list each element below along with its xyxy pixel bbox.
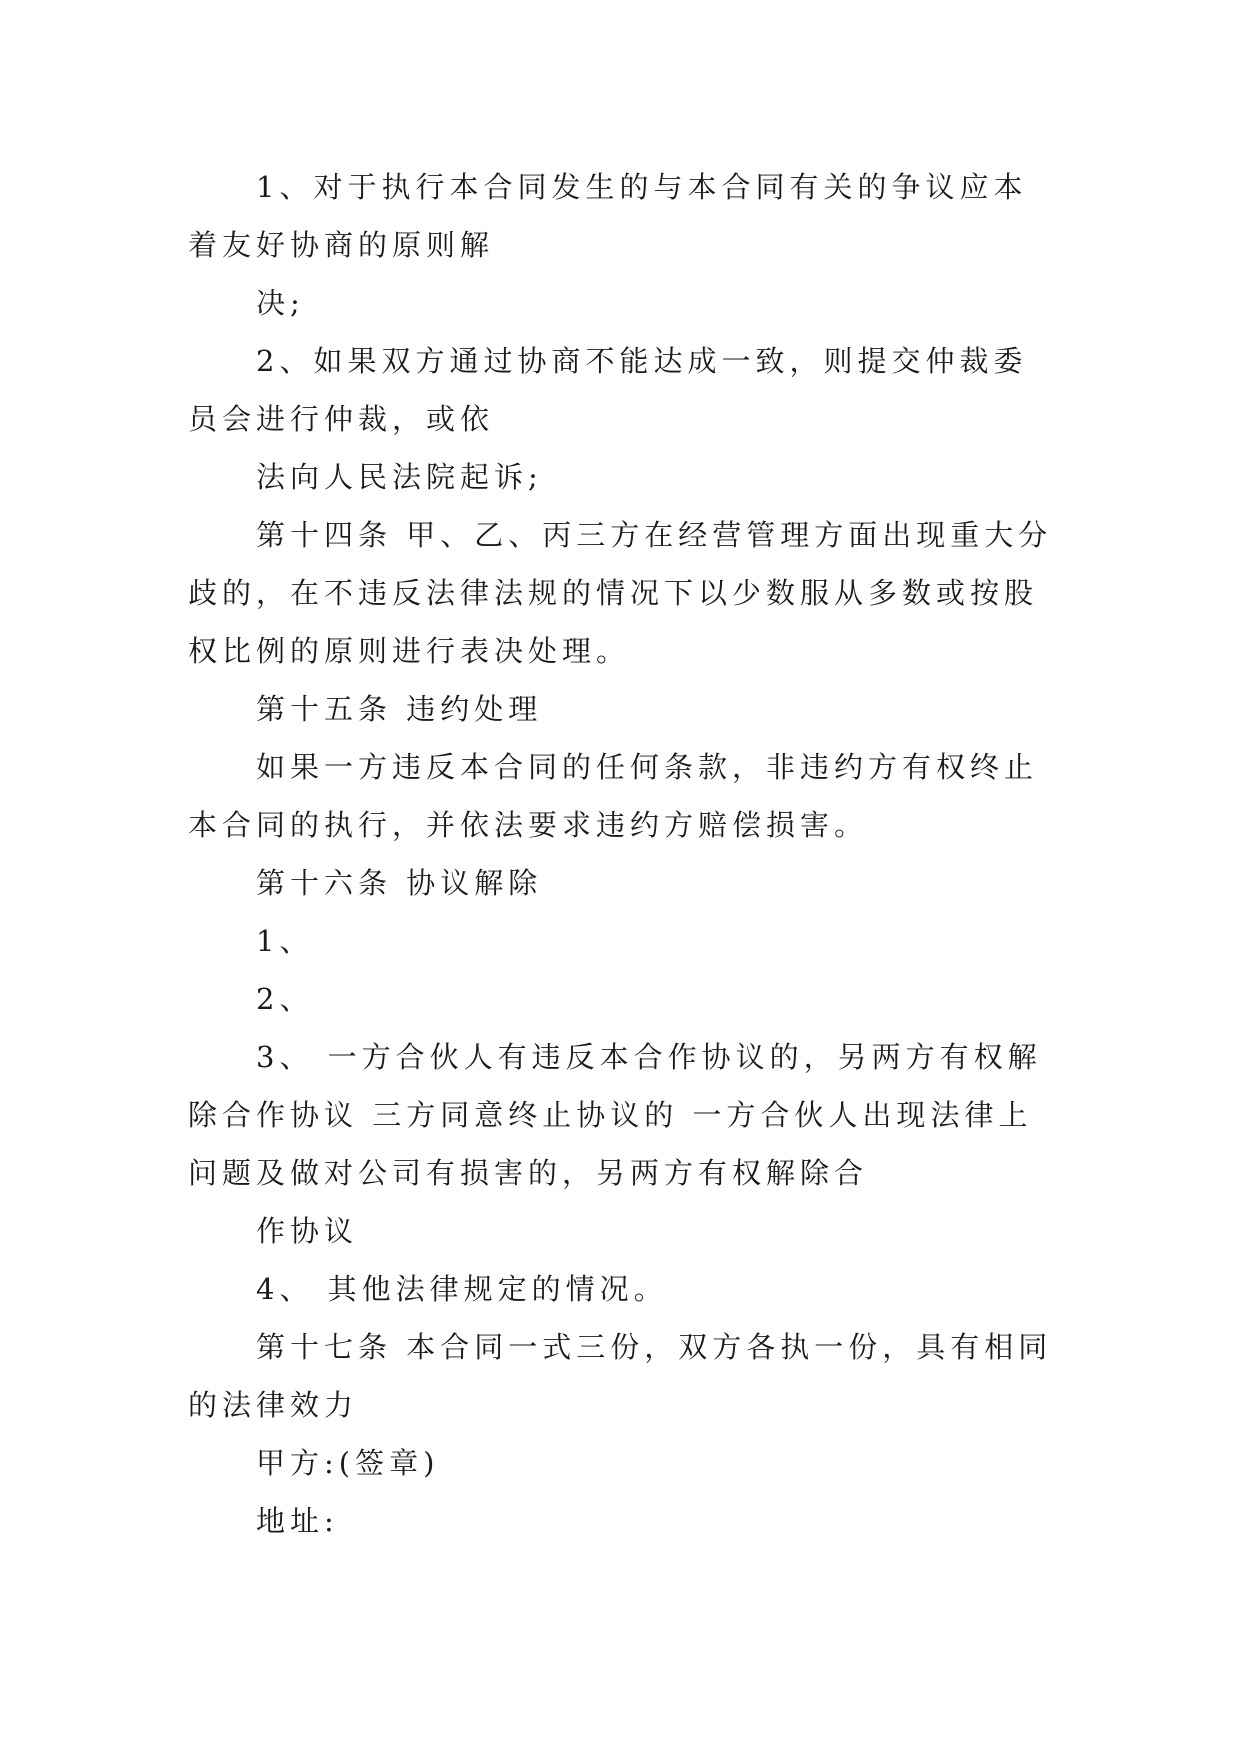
signature-party-a: 甲方:(签章) [256, 1446, 440, 1480]
paragraph-dispute-clause-1-continued: 决; [256, 286, 305, 320]
list-item-termination-1: 1、 [256, 924, 314, 958]
heading-article-16: 第十六条 协议解除 [256, 866, 543, 900]
document-body [188, 158, 1060, 1550]
list-item-termination-3-continued: 作协议 [256, 1214, 359, 1248]
paragraph-dispute-clause-2-continued: 法向人民法院起诉; [256, 460, 543, 494]
list-item-termination-4: 4、 其他法律规定的情况。 [256, 1272, 668, 1306]
list-item-termination-3: 3、 一方合伙人有违反本合作协议的，另两方有权解除合作协议 三方同意终止协议的 一方合伙人出现法律上问题及做对公司有损害的，另两方有权解除合 [188, 1040, 1042, 1190]
heading-article-15: 第十五条 违约处理 [256, 692, 543, 726]
list-item-termination-2: 2、 [256, 982, 314, 1016]
address-label: 地址: [256, 1504, 339, 1538]
paragraph-article-14: 第十四条 甲、乙、丙三方在经营管理方面出现重大分歧的，在不违反法律法规的情况下以少数服从多数或按股权比例的原则进行表决处理。 [188, 518, 1053, 668]
paragraph-dispute-clause-2: 2、如果双方通过协商不能达成一致，则提交仲裁委员会进行仲裁，或依 [188, 344, 1028, 436]
paragraph-article-17: 第十七条 本合同一式三份，双方各执一份，具有相同的法律效力 [188, 1330, 1053, 1422]
paragraph-dispute-clause-1: 1、对于执行本合同发生的与本合同有关的争议应本着友好协商的原则解 [188, 170, 1028, 262]
paragraph-breach-handling: 如果一方违反本合同的任何条款，非违约方有权终止本合同的执行，并依法要求违约方赔偿损害。 [188, 750, 1039, 842]
